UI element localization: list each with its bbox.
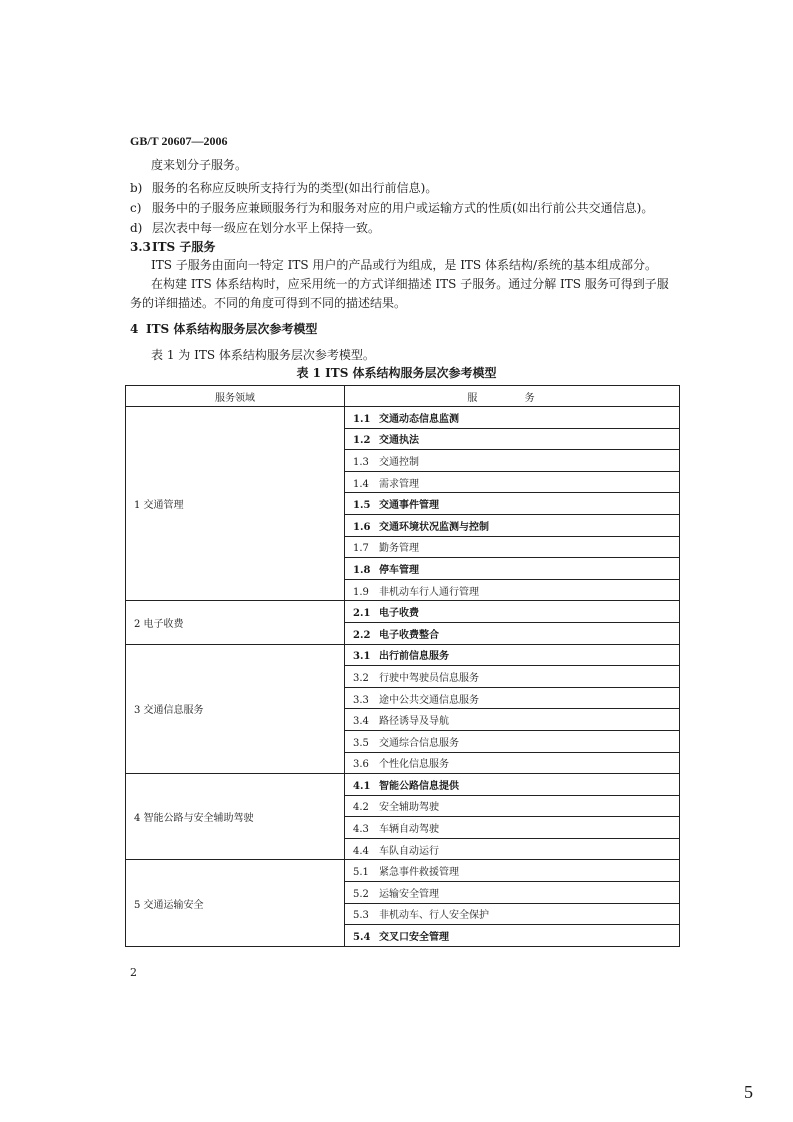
list-item-c bbox=[130, 199, 653, 217]
service-cell bbox=[345, 514, 680, 536]
service-name: 电子收费 bbox=[379, 608, 419, 620]
service-cell bbox=[345, 450, 680, 472]
service-name: 需求管理 bbox=[379, 478, 419, 490]
paragraph: ITS 子服务由面向一特定 ITS 用户的产品或行为组成，是 ITS 体系结构/系统的基本组成部分。 bbox=[151, 258, 658, 272]
service-cell bbox=[345, 601, 680, 623]
service-cell bbox=[345, 730, 680, 752]
service-code: 4.3 bbox=[353, 824, 369, 836]
service-code: 1.3 bbox=[353, 456, 369, 468]
service-cell bbox=[345, 687, 680, 709]
service-code: 3.4 bbox=[353, 716, 369, 728]
section-heading-3-3 bbox=[130, 238, 215, 255]
service-cell bbox=[345, 795, 680, 817]
service-cell bbox=[345, 925, 680, 947]
service-cell bbox=[345, 471, 680, 493]
service-name: 交通动态信息监测 bbox=[379, 413, 459, 425]
list-text: 服务的名称应反映所支持行为的类型(如出行前信息)。 bbox=[152, 181, 438, 195]
service-code: 4.1 bbox=[353, 780, 371, 792]
table-caption: 表 1 ITS 体系结构服务层次参考模型 bbox=[296, 366, 497, 380]
service-code: 3.1 bbox=[353, 651, 371, 663]
page-number: 2 bbox=[130, 966, 137, 979]
service-code: 1.8 bbox=[353, 564, 371, 576]
service-cell bbox=[345, 838, 680, 860]
service-name: 停车管理 bbox=[379, 564, 419, 576]
service-cell bbox=[345, 622, 680, 644]
list-text: 层次表中每一级应在划分水平上保持一致。 bbox=[152, 221, 381, 235]
service-cell bbox=[345, 493, 680, 515]
section-title: ITS 子服务 bbox=[152, 240, 216, 254]
section-title: ITS 体系结构服务层次参考模型 bbox=[146, 322, 318, 336]
service-domain-cell: 2 电子收费 bbox=[126, 601, 345, 644]
standard-code: GB/T 20607—2006 bbox=[130, 134, 228, 148]
service-domain-cell: 5 交通运输安全 bbox=[126, 860, 345, 946]
service-name: 电子收费整合 bbox=[379, 629, 439, 641]
service-code: 3.2 bbox=[353, 672, 369, 684]
service-name: 运输安全管理 bbox=[379, 888, 439, 900]
list-item-d bbox=[130, 219, 380, 237]
service-cell bbox=[345, 882, 680, 904]
service-cell bbox=[345, 644, 680, 666]
service-domain-cell: 1 交通管理 bbox=[126, 407, 345, 601]
service-name: 出行前信息服务 bbox=[379, 651, 449, 663]
column-header-service-text: 服 务 bbox=[467, 392, 557, 404]
service-name: 行驶中驾驶员信息服务 bbox=[379, 672, 479, 684]
service-code: 2.1 bbox=[353, 608, 371, 620]
paragraph-continuation: 度来划分子服务。 bbox=[151, 158, 248, 172]
column-header-service bbox=[345, 386, 680, 407]
service-code: 2.2 bbox=[353, 629, 371, 641]
service-name: 车辆自动驾驶 bbox=[379, 824, 439, 836]
table-body bbox=[126, 407, 680, 947]
service-code: 1.2 bbox=[353, 435, 371, 447]
service-code: 3.6 bbox=[353, 759, 369, 771]
section-heading-4 bbox=[130, 320, 317, 337]
scan-page-number: 5 bbox=[744, 1082, 753, 1102]
paragraph: 务的详细描述。不同的角度可得到不同的描述结果。 bbox=[130, 296, 407, 310]
service-name: 安全辅助驾驶 bbox=[379, 802, 439, 814]
paragraph: 在构建 ITS 体系结构时，应采用统一的方式详细描述 ITS 子服务。通过分解 ITS 服务可得到子服 bbox=[151, 277, 669, 291]
service-name: 交通环境状况监测与控制 bbox=[379, 521, 489, 533]
service-code: 4.2 bbox=[353, 802, 369, 814]
table-row bbox=[126, 407, 680, 429]
service-name: 交通综合信息服务 bbox=[379, 737, 459, 749]
service-code: 3.3 bbox=[353, 694, 369, 706]
service-code: 1.1 bbox=[353, 413, 371, 425]
table-row bbox=[126, 644, 680, 666]
service-name: 紧急事件救援管理 bbox=[379, 867, 459, 879]
service-cell bbox=[345, 407, 680, 429]
service-cell bbox=[345, 579, 680, 601]
service-code: 1.6 bbox=[353, 521, 371, 533]
list-marker: c) bbox=[130, 201, 142, 215]
table-row bbox=[126, 601, 680, 623]
service-cell bbox=[345, 709, 680, 731]
table-intro: 表 1 为 ITS 体系结构服务层次参考模型。 bbox=[151, 348, 375, 362]
service-cell bbox=[345, 752, 680, 774]
service-name: 非机动车、行人安全保护 bbox=[379, 910, 489, 922]
service-code: 1.9 bbox=[353, 586, 369, 598]
service-name: 勤务管理 bbox=[379, 543, 419, 555]
service-name: 个性化信息服务 bbox=[379, 759, 449, 771]
service-cell bbox=[345, 558, 680, 580]
service-cell bbox=[345, 536, 680, 558]
section-number: 3.3 bbox=[130, 240, 151, 254]
service-code: 3.5 bbox=[353, 737, 369, 749]
service-code: 1.4 bbox=[353, 478, 369, 490]
service-cell bbox=[345, 903, 680, 925]
section-number: 4 bbox=[130, 322, 139, 336]
service-name: 交叉口安全管理 bbox=[379, 932, 449, 944]
service-name: 非机动车行人通行管理 bbox=[379, 586, 479, 598]
service-table bbox=[125, 385, 680, 947]
service-name: 交通事件管理 bbox=[379, 500, 439, 512]
service-cell bbox=[345, 860, 680, 882]
column-header-domain: 服务领域 bbox=[126, 386, 345, 407]
service-cell bbox=[345, 428, 680, 450]
list-marker: d) bbox=[130, 221, 143, 235]
service-code: 1.5 bbox=[353, 500, 371, 512]
service-code: 5.2 bbox=[353, 888, 369, 900]
service-code: 5.1 bbox=[353, 867, 369, 879]
service-code: 1.7 bbox=[353, 543, 369, 555]
service-name: 路径诱导及导航 bbox=[379, 716, 449, 728]
service-cell bbox=[345, 774, 680, 796]
service-domain-cell: 3 交通信息服务 bbox=[126, 644, 345, 774]
service-code: 5.4 bbox=[353, 932, 371, 944]
service-domain-cell: 4 智能公路与安全辅助驾驶 bbox=[126, 774, 345, 860]
table-header-row bbox=[126, 386, 680, 407]
service-name: 途中公共交通信息服务 bbox=[379, 694, 479, 706]
list-item-b bbox=[130, 179, 437, 197]
service-cell bbox=[345, 817, 680, 839]
list-marker: b) bbox=[130, 181, 143, 195]
service-cell bbox=[345, 666, 680, 688]
service-name: 智能公路信息提供 bbox=[379, 780, 459, 792]
service-code: 5.3 bbox=[353, 910, 369, 922]
table-row bbox=[126, 860, 680, 882]
list-text: 服务中的子服务应兼顾服务行为和服务对应的用户或运输方式的性质(如出行前公共交通信息)。 bbox=[152, 201, 654, 215]
service-name: 车队自动运行 bbox=[379, 845, 439, 857]
service-code: 4.4 bbox=[353, 845, 369, 857]
service-name: 交通执法 bbox=[379, 435, 419, 447]
service-name: 交通控制 bbox=[379, 456, 419, 468]
table-row bbox=[126, 774, 680, 796]
